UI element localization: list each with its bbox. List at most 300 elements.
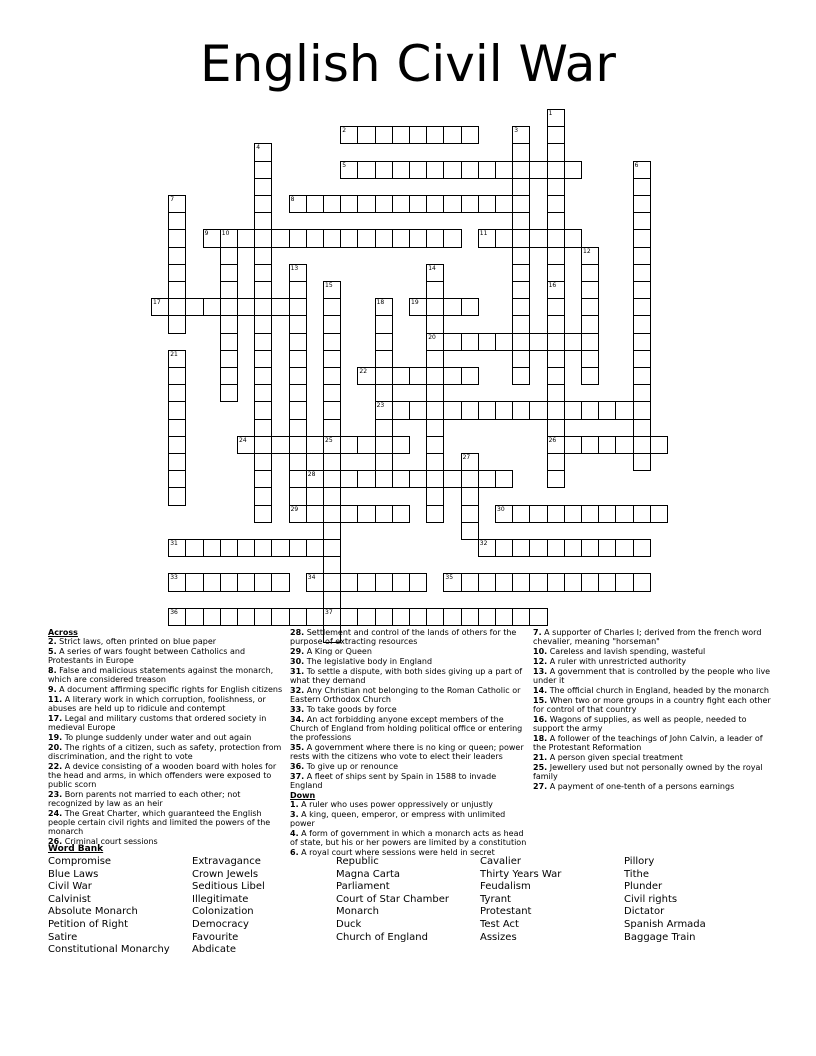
grid-cell[interactable]: [615, 401, 633, 419]
grid-cell[interactable]: [633, 436, 651, 454]
grid-cell[interactable]: [254, 298, 272, 316]
grid-cell[interactable]: [323, 591, 341, 609]
grid-cell[interactable]: [495, 401, 513, 419]
grid-cell[interactable]: [254, 384, 272, 402]
grid-cell[interactable]: [547, 505, 565, 523]
grid-cell[interactable]: [529, 608, 547, 626]
grid-cell[interactable]: [512, 539, 530, 557]
grid-cell[interactable]: [168, 470, 186, 488]
grid-cell[interactable]: [650, 436, 668, 454]
grid-cell[interactable]: [340, 436, 358, 454]
grid-cell[interactable]: [237, 539, 255, 557]
grid-cell[interactable]: [443, 470, 461, 488]
grid-cell[interactable]: [581, 264, 599, 282]
grid-cell[interactable]: [547, 178, 565, 196]
grid-cell[interactable]: [443, 195, 461, 213]
grid-cell[interactable]: [409, 401, 427, 419]
grid-cell[interactable]: [633, 298, 651, 316]
grid-cell[interactable]: [323, 470, 341, 488]
grid-cell[interactable]: [426, 367, 444, 385]
grid-cell[interactable]: [375, 229, 393, 247]
grid-cell[interactable]: [306, 505, 324, 523]
grid-cell[interactable]: [289, 333, 307, 351]
grid-cell[interactable]: [375, 573, 393, 591]
grid-cell[interactable]: [581, 401, 599, 419]
grid-cell[interactable]: [357, 505, 375, 523]
grid-cell[interactable]: [375, 436, 393, 454]
grid-cell[interactable]: [168, 384, 186, 402]
grid-cell[interactable]: [254, 281, 272, 299]
grid-cell[interactable]: [375, 453, 393, 471]
grid-cell[interactable]: [289, 350, 307, 368]
grid-cell[interactable]: [547, 573, 565, 591]
grid-cell[interactable]: [220, 608, 238, 626]
grid-cell[interactable]: [392, 401, 410, 419]
grid-cell[interactable]: [392, 367, 410, 385]
grid-cell[interactable]: [598, 401, 616, 419]
grid-cell[interactable]: [375, 470, 393, 488]
grid-cell[interactable]: [461, 401, 479, 419]
grid-cell[interactable]: [203, 539, 221, 557]
grid-cell[interactable]: [392, 229, 410, 247]
grid-cell[interactable]: [254, 264, 272, 282]
grid-cell[interactable]: [375, 384, 393, 402]
grid-cell[interactable]: [375, 608, 393, 626]
grid-cell[interactable]: [633, 539, 651, 557]
grid-cell[interactable]: [323, 195, 341, 213]
grid-cell[interactable]: [323, 350, 341, 368]
grid-cell[interactable]: [254, 453, 272, 471]
grid-cell[interactable]: [478, 608, 496, 626]
grid-cell[interactable]: [426, 470, 444, 488]
grid-cell[interactable]: [323, 419, 341, 437]
grid-cell[interactable]: [392, 470, 410, 488]
grid-cell[interactable]: [633, 315, 651, 333]
grid-cell[interactable]: [237, 298, 255, 316]
grid-cell[interactable]: [443, 229, 461, 247]
grid-cell[interactable]: [512, 367, 530, 385]
grid-cell[interactable]: [340, 470, 358, 488]
grid-cell[interactable]: [254, 229, 272, 247]
grid-cell[interactable]: [633, 419, 651, 437]
grid-cell[interactable]: [254, 333, 272, 351]
grid-cell[interactable]: [547, 453, 565, 471]
grid-cell[interactable]: [478, 573, 496, 591]
grid-cell[interactable]: [529, 229, 547, 247]
grid-cell[interactable]: [633, 178, 651, 196]
grid-cell[interactable]: [443, 126, 461, 144]
grid-cell[interactable]: [289, 539, 307, 557]
grid-cell[interactable]: [220, 315, 238, 333]
grid-cell[interactable]: [323, 384, 341, 402]
grid-cell[interactable]: [340, 608, 358, 626]
grid-cell[interactable]: [633, 247, 651, 265]
grid-cell[interactable]: [564, 401, 582, 419]
grid-cell[interactable]: [323, 556, 341, 574]
grid-cell[interactable]: [254, 178, 272, 196]
grid-cell[interactable]: [168, 315, 186, 333]
grid-cell[interactable]: [478, 333, 496, 351]
grid-cell[interactable]: [633, 264, 651, 282]
grid-cell[interactable]: [289, 487, 307, 505]
grid-cell[interactable]: [375, 350, 393, 368]
grid-cell[interactable]: [615, 436, 633, 454]
grid-cell[interactable]: [512, 401, 530, 419]
grid-cell[interactable]: [168, 298, 186, 316]
grid-cell[interactable]: [478, 401, 496, 419]
grid-cell[interactable]: [529, 505, 547, 523]
grid-cell[interactable]: [529, 401, 547, 419]
grid-cell[interactable]: [409, 126, 427, 144]
grid-cell[interactable]: [547, 367, 565, 385]
grid-cell[interactable]: [306, 229, 324, 247]
grid-cell[interactable]: [478, 161, 496, 179]
grid-cell[interactable]: [271, 573, 289, 591]
grid-cell[interactable]: [271, 298, 289, 316]
grid-cell[interactable]: [598, 505, 616, 523]
grid-cell[interactable]: [461, 126, 479, 144]
grid-cell[interactable]: [581, 505, 599, 523]
grid-cell[interactable]: [392, 161, 410, 179]
grid-cell[interactable]: [547, 401, 565, 419]
grid-cell[interactable]: [409, 161, 427, 179]
grid-cell[interactable]: [254, 195, 272, 213]
grid-cell[interactable]: [426, 126, 444, 144]
grid-cell[interactable]: [409, 573, 427, 591]
grid-cell[interactable]: [375, 195, 393, 213]
grid-cell[interactable]: [271, 539, 289, 557]
grid-cell[interactable]: [547, 539, 565, 557]
grid-cell[interactable]: [478, 195, 496, 213]
grid-cell[interactable]: [529, 539, 547, 557]
grid-cell[interactable]: [512, 573, 530, 591]
grid-cell[interactable]: [426, 315, 444, 333]
grid-cell[interactable]: [340, 505, 358, 523]
grid-cell[interactable]: [323, 487, 341, 505]
grid-cell[interactable]: [185, 573, 203, 591]
grid-cell[interactable]: [512, 229, 530, 247]
grid-cell[interactable]: [512, 298, 530, 316]
grid-cell[interactable]: [254, 539, 272, 557]
grid-cell[interactable]: [220, 367, 238, 385]
grid-cell[interactable]: [650, 505, 668, 523]
grid-cell[interactable]: [254, 367, 272, 385]
grid-cell[interactable]: [633, 333, 651, 351]
grid-cell[interactable]: [512, 247, 530, 265]
grid-cell[interactable]: [168, 212, 186, 230]
grid-cell[interactable]: [547, 419, 565, 437]
grid-cell[interactable]: [323, 367, 341, 385]
grid-cell[interactable]: [426, 505, 444, 523]
grid-cell[interactable]: [220, 333, 238, 351]
grid-cell[interactable]: [547, 229, 565, 247]
grid-cell[interactable]: [529, 161, 547, 179]
grid-cell[interactable]: [220, 264, 238, 282]
grid-cell[interactable]: [426, 608, 444, 626]
grid-cell[interactable]: [289, 384, 307, 402]
grid-cell[interactable]: [306, 195, 324, 213]
grid-cell[interactable]: [254, 247, 272, 265]
grid-cell[interactable]: [547, 470, 565, 488]
grid-cell[interactable]: [392, 126, 410, 144]
grid-cell[interactable]: [547, 161, 565, 179]
grid-cell[interactable]: [323, 522, 341, 540]
grid-cell[interactable]: [547, 264, 565, 282]
grid-cell[interactable]: [392, 436, 410, 454]
grid-cell[interactable]: [409, 195, 427, 213]
grid-cell[interactable]: [203, 608, 221, 626]
grid-cell[interactable]: [426, 384, 444, 402]
grid-cell[interactable]: [547, 333, 565, 351]
grid-cell[interactable]: [375, 367, 393, 385]
grid-cell[interactable]: [461, 522, 479, 540]
grid-cell[interactable]: [357, 436, 375, 454]
grid-cell[interactable]: [168, 281, 186, 299]
grid-cell[interactable]: [289, 229, 307, 247]
grid-cell[interactable]: [357, 126, 375, 144]
grid-cell[interactable]: [357, 229, 375, 247]
grid-cell[interactable]: [254, 487, 272, 505]
grid-cell[interactable]: [564, 161, 582, 179]
grid-cell[interactable]: [495, 608, 513, 626]
grid-cell[interactable]: [495, 195, 513, 213]
grid-cell[interactable]: [443, 161, 461, 179]
grid-cell[interactable]: [271, 229, 289, 247]
grid-cell[interactable]: [323, 453, 341, 471]
grid-cell[interactable]: [461, 573, 479, 591]
grid-cell[interactable]: [581, 281, 599, 299]
grid-cell[interactable]: [254, 573, 272, 591]
grid-cell[interactable]: [547, 384, 565, 402]
grid-cell[interactable]: [461, 195, 479, 213]
grid-cell[interactable]: [254, 350, 272, 368]
grid-cell[interactable]: [633, 212, 651, 230]
grid-cell[interactable]: [203, 573, 221, 591]
grid-cell[interactable]: [340, 573, 358, 591]
grid-cell[interactable]: [237, 573, 255, 591]
grid-cell[interactable]: [512, 178, 530, 196]
grid-cell[interactable]: [237, 608, 255, 626]
grid-cell[interactable]: [426, 350, 444, 368]
grid-cell[interactable]: [426, 419, 444, 437]
grid-cell[interactable]: [512, 350, 530, 368]
grid-cell[interactable]: [495, 229, 513, 247]
grid-cell[interactable]: [289, 470, 307, 488]
grid-cell[interactable]: [289, 401, 307, 419]
grid-cell[interactable]: [323, 505, 341, 523]
grid-cell[interactable]: [581, 539, 599, 557]
grid-cell[interactable]: [633, 401, 651, 419]
grid-cell[interactable]: [461, 298, 479, 316]
grid-cell[interactable]: [512, 143, 530, 161]
grid-cell[interactable]: [254, 436, 272, 454]
grid-cell[interactable]: [237, 229, 255, 247]
grid-cell[interactable]: [633, 505, 651, 523]
grid-cell[interactable]: [512, 505, 530, 523]
grid-cell[interactable]: [185, 298, 203, 316]
grid-cell[interactable]: [461, 470, 479, 488]
grid-cell[interactable]: [633, 229, 651, 247]
grid-cell[interactable]: [271, 608, 289, 626]
grid-cell[interactable]: [409, 229, 427, 247]
grid-cell[interactable]: [529, 333, 547, 351]
grid-cell[interactable]: [357, 608, 375, 626]
grid-cell[interactable]: [409, 608, 427, 626]
grid-cell[interactable]: [633, 281, 651, 299]
grid-cell[interactable]: [426, 436, 444, 454]
grid-cell[interactable]: [254, 401, 272, 419]
grid-cell[interactable]: [564, 333, 582, 351]
grid-cell[interactable]: [512, 281, 530, 299]
grid-cell[interactable]: [461, 505, 479, 523]
grid-cell[interactable]: [357, 573, 375, 591]
grid-cell[interactable]: [598, 539, 616, 557]
grid-cell[interactable]: [375, 126, 393, 144]
grid-cell[interactable]: [357, 161, 375, 179]
grid-cell[interactable]: [289, 315, 307, 333]
grid-cell[interactable]: [185, 608, 203, 626]
grid-cell[interactable]: [168, 401, 186, 419]
grid-cell[interactable]: [340, 195, 358, 213]
grid-cell[interactable]: [547, 350, 565, 368]
grid-cell[interactable]: [306, 539, 324, 557]
grid-cell[interactable]: [581, 298, 599, 316]
grid-cell[interactable]: [564, 573, 582, 591]
grid-cell[interactable]: [254, 505, 272, 523]
grid-cell[interactable]: [168, 487, 186, 505]
grid-cell[interactable]: [220, 247, 238, 265]
grid-cell[interactable]: [323, 401, 341, 419]
grid-cell[interactable]: [478, 470, 496, 488]
grid-cell[interactable]: [289, 281, 307, 299]
grid-cell[interactable]: [168, 436, 186, 454]
grid-cell[interactable]: [254, 470, 272, 488]
grid-cell[interactable]: [443, 401, 461, 419]
grid-cell[interactable]: [581, 367, 599, 385]
grid-cell[interactable]: [289, 367, 307, 385]
grid-cell[interactable]: [289, 419, 307, 437]
grid-cell[interactable]: [289, 608, 307, 626]
grid-cell[interactable]: [426, 487, 444, 505]
grid-cell[interactable]: [392, 505, 410, 523]
grid-cell[interactable]: [426, 281, 444, 299]
grid-cell[interactable]: [512, 264, 530, 282]
grid-cell[interactable]: [323, 315, 341, 333]
grid-cell[interactable]: [461, 367, 479, 385]
grid-cell[interactable]: [375, 505, 393, 523]
grid-cell[interactable]: [495, 470, 513, 488]
grid-cell[interactable]: [512, 315, 530, 333]
grid-cell[interactable]: [426, 453, 444, 471]
grid-cell[interactable]: [220, 384, 238, 402]
grid-cell[interactable]: [271, 436, 289, 454]
grid-cell[interactable]: [564, 539, 582, 557]
grid-cell[interactable]: [254, 161, 272, 179]
grid-cell[interactable]: [392, 195, 410, 213]
grid-cell[interactable]: [512, 333, 530, 351]
grid-cell[interactable]: [289, 436, 307, 454]
grid-cell[interactable]: [168, 229, 186, 247]
grid-cell[interactable]: [220, 350, 238, 368]
grid-cell[interactable]: [426, 401, 444, 419]
grid-cell[interactable]: [220, 539, 238, 557]
grid-cell[interactable]: [220, 281, 238, 299]
grid-cell[interactable]: [547, 195, 565, 213]
grid-cell[interactable]: [633, 350, 651, 368]
grid-cell[interactable]: [547, 212, 565, 230]
grid-cell[interactable]: [203, 298, 221, 316]
grid-cell[interactable]: [306, 436, 324, 454]
grid-cell[interactable]: [547, 126, 565, 144]
grid-cell[interactable]: [220, 573, 238, 591]
grid-cell[interactable]: [512, 212, 530, 230]
grid-cell[interactable]: [254, 608, 272, 626]
grid-cell[interactable]: [615, 539, 633, 557]
grid-cell[interactable]: [564, 229, 582, 247]
grid-cell[interactable]: [461, 161, 479, 179]
grid-cell[interactable]: [392, 608, 410, 626]
grid-cell[interactable]: [581, 333, 599, 351]
grid-cell[interactable]: [581, 315, 599, 333]
grid-cell[interactable]: [512, 195, 530, 213]
grid-cell[interactable]: [254, 315, 272, 333]
grid-cell[interactable]: [581, 573, 599, 591]
grid-cell[interactable]: [340, 229, 358, 247]
grid-cell[interactable]: [443, 367, 461, 385]
grid-cell[interactable]: [168, 453, 186, 471]
grid-cell[interactable]: [547, 315, 565, 333]
grid-cell[interactable]: [615, 573, 633, 591]
grid-cell[interactable]: [598, 436, 616, 454]
grid-cell[interactable]: [168, 419, 186, 437]
grid-cell[interactable]: [633, 384, 651, 402]
grid-cell[interactable]: [615, 505, 633, 523]
grid-cell[interactable]: [581, 350, 599, 368]
grid-cell[interactable]: [375, 161, 393, 179]
grid-cell[interactable]: [426, 229, 444, 247]
grid-cell[interactable]: [529, 573, 547, 591]
grid-cell[interactable]: [443, 298, 461, 316]
grid-cell[interactable]: [633, 367, 651, 385]
grid-cell[interactable]: [168, 247, 186, 265]
grid-cell[interactable]: [289, 298, 307, 316]
grid-cell[interactable]: [426, 298, 444, 316]
grid-cell[interactable]: [375, 315, 393, 333]
grid-cell[interactable]: [323, 298, 341, 316]
grid-cell[interactable]: [512, 608, 530, 626]
grid-cell[interactable]: [547, 247, 565, 265]
grid-cell[interactable]: [254, 212, 272, 230]
grid-cell[interactable]: [375, 419, 393, 437]
grid-cell[interactable]: [168, 264, 186, 282]
grid-cell[interactable]: [547, 143, 565, 161]
grid-cell[interactable]: [220, 298, 238, 316]
grid-cell[interactable]: [564, 436, 582, 454]
grid-cell[interactable]: [323, 333, 341, 351]
grid-cell[interactable]: [633, 453, 651, 471]
grid-cell[interactable]: [564, 505, 582, 523]
grid-cell[interactable]: [254, 419, 272, 437]
grid-cell[interactable]: [306, 608, 324, 626]
grid-cell[interactable]: [426, 161, 444, 179]
grid-cell[interactable]: [323, 573, 341, 591]
grid-cell[interactable]: [512, 161, 530, 179]
grid-cell[interactable]: [185, 539, 203, 557]
grid-cell[interactable]: [409, 367, 427, 385]
grid-cell[interactable]: [357, 470, 375, 488]
grid-cell[interactable]: [392, 573, 410, 591]
grid-cell[interactable]: [323, 229, 341, 247]
